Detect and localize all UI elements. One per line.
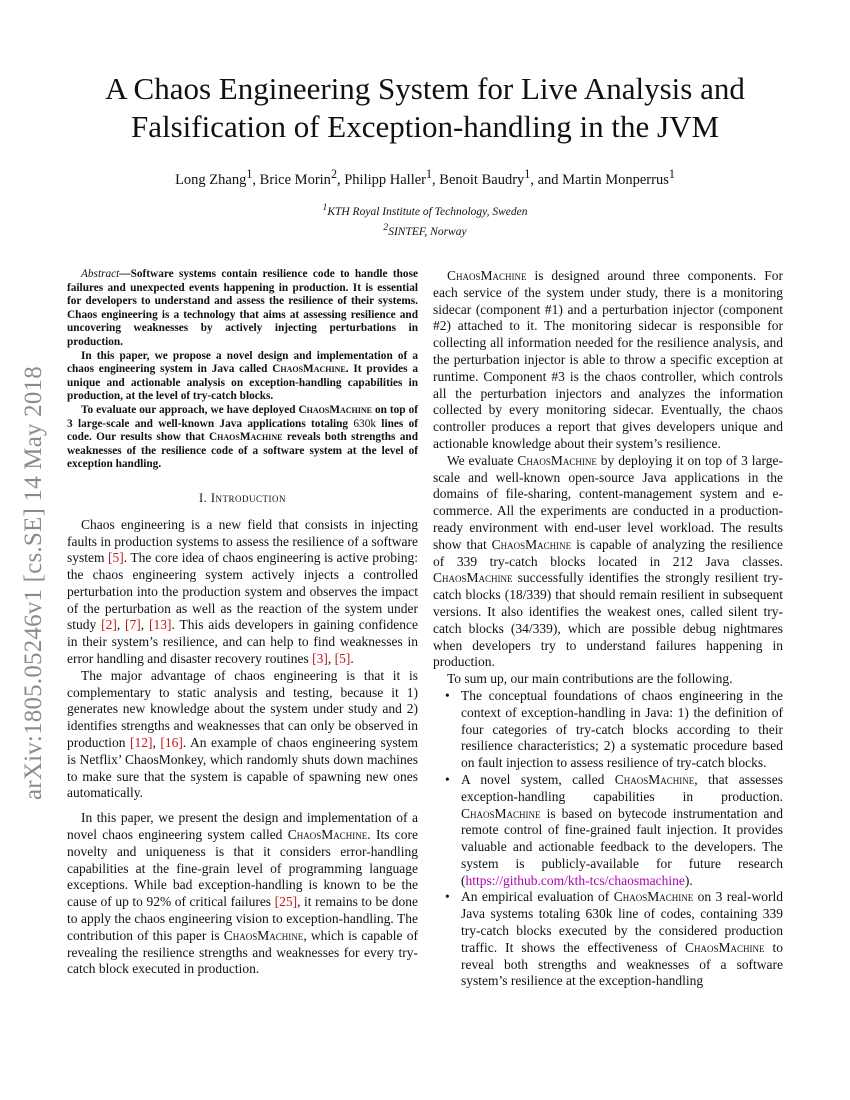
abstract-text: Software systems contain resilience code to handle those failures and unexpected events happening in production. It is essential for developers to understand and assess the resilience of their systems. Chaos engineering is a technology that aims at assessing resilience and uncovering weaknesses by actively injecting perturbations in production.: [67, 268, 418, 348]
citation-link[interactable]: [16]: [160, 735, 183, 751]
citation-link[interactable]: [7]: [125, 617, 141, 633]
body-paragraph: The major advantage of chaos engineering is that it is complementary to static analysis and testing, because it 1) generates new knowledge about the system under study and 2) identifies strengths and weaknesses that can only be observed in production [12], [16]. An example of chaos engineering system is Netflix’ ChaosMonkey, which randomly shuts down machines to make sure that the system is capable of spawning new ones automatically.: [67, 667, 418, 801]
section-number: I.: [198, 490, 208, 505]
bullet-icon: •: [445, 687, 450, 703]
author-sup: 1: [668, 167, 675, 181]
affiliation-text: KTH Royal Institute of Technology, Sweden: [327, 205, 528, 218]
author-name: Long Zhang: [175, 171, 247, 188]
system-name: ChaosMachine: [287, 827, 368, 843]
system-name: ChaosMachine: [461, 805, 541, 821]
section-heading: [67, 490, 418, 507]
affiliation-sup: 2: [383, 221, 389, 233]
author-sup: 2: [330, 167, 337, 181]
body-paragraph: Chaos engineering is a new field that consists in injecting faults in production systems to assess the resilience of a software system [5]. The core idea of chaos engineering is active probing: the chaos engineering system actively injects a controlled perturbation into the production system and observes the impact of the perturbation as well as the reaction of the system under study [2], [7], [13]. This aids developers in gaining confidence in their system’s resilience, and can help to find weaknesses in error handling and disaster recovery routines [3], [5].: [67, 516, 419, 667]
affiliation: [40, 220, 810, 240]
system-name: ChaosMachine: [433, 570, 513, 586]
affiliations: [40, 200, 810, 240]
citation-link[interactable]: [25]: [274, 894, 298, 910]
system-name: ChaosMachine: [298, 403, 372, 416]
body-paragraph: ChaosMachine is designed around three components. For each service of the system under study, there is a monitoring sidecar (component #1) and a perturbation injector (component #2) attached to it. The monitoring sidecar is responsible for collecting all information needed for the resilience analysis, and the perturbation injector is able to throw a specific exception at runtime. Component #3 is the chaos controller, which controls all the perturbation injectors and analyzes the information collected by every monitoring sidecar. Eventually, the chaos controller produces a report that gives developers unique and actionable knowledge about their system’s resilience.: [433, 268, 783, 451]
author-sup: 1: [246, 167, 253, 181]
citation-link[interactable]: [2]: [101, 617, 117, 633]
paper-title: A Chaos Engineering System for Live Analysis and Falsification of Exception-handling in the JVM: [105, 71, 745, 144]
list-item: • An empirical evaluation of ChaosMachine on 3 real-world Java systems totaling 630k line of codes, containing 339 try-catch blocks executed by the considered production traffic. It shows the effectiveness of ChaosMachine to reveal both strengths and weaknesses of a software system’s resilience at the exception-handling: [445, 889, 783, 989]
system-name: ChaosMachine: [684, 939, 765, 955]
abstract-text: on top of 3 large-scale and well-known Java applications totaling: [67, 403, 418, 430]
abstract-text: To evaluate our approach, we have deployed: [81, 403, 299, 416]
abstract-text: lines of code. Our results show that: [67, 417, 418, 444]
system-name: ChaosMachine: [614, 771, 695, 787]
author-name: Philipp Haller: [344, 171, 426, 188]
system-name: ChaosMachine: [223, 927, 304, 943]
citation-link[interactable]: [5]: [334, 651, 351, 667]
system-name: ChaosMachine: [272, 363, 346, 376]
fraction: (34/339): [510, 620, 558, 636]
abstract-paragraph: Abstract—Software systems contain resilience code to handle those failures and unexpected events happening in production. It is essential for developers to understand and assess the resilience of their systems. Chaos engineering is a technology that aims at assessing resilience and uncovering weaknesses by actively injecting perturbations in production.: [67, 268, 418, 348]
system-name: ChaosMachine: [447, 268, 527, 283]
fraction: (18/339): [504, 587, 552, 603]
abstract-label: Abstract: [81, 268, 120, 280]
affiliation: [40, 200, 810, 220]
author-sup: 1: [426, 167, 433, 181]
section-title: Introduction: [210, 490, 287, 505]
body-paragraph: To sum up, our main contributions are the following.: [447, 671, 733, 687]
author-name: Benoit Baudry: [439, 171, 525, 188]
abstract-paragraph: [67, 404, 418, 472]
abstract-text: reveals both strengths and weaknesses of the resilience code of a software system at the level of exception handling.: [67, 431, 418, 471]
body-paragraph: We evaluate ChaosMachine by deploying it on top of 3 large-scale and well-known open-source Java applications in the domains of file-sharing, content-management system and e-commerce. All the experiments are conducted in a production-ready environment with end-user level workload. The results show that ChaosMachine is capable of analyzing the resilience of 339 try-catch blocks located in 212 Java classes. ChaosMachine successfully identifies the strongly resilient try-catch blocks (18/339) that should remain resilient in subsequent versions. It also identifies the weakest ones, called silent try-catch blocks (34/339), which are possible debug nightmares when developers try to understand failures happening in production.: [433, 452, 783, 670]
affiliation-sup: 1: [322, 202, 328, 213]
bullet-icon: •: [445, 771, 450, 787]
loc-count: 630k: [353, 417, 376, 430]
author-sup: 1: [524, 167, 531, 181]
citation-link[interactable]: [13]: [149, 617, 172, 633]
bullet-icon: •: [445, 889, 450, 905]
right-column: [433, 268, 783, 990]
abstract-text: In this paper, we propose a novel design and implementation of a chaos engineering system in Java called: [67, 349, 418, 376]
list-item: • A novel system, called ChaosMachine, that assesses exception-handling capabilities in production. ChaosMachine is based on bytecode instrumentation and remote control of fine-grained fault injection. It provides valuable and actionable feedback to the developers. The system is publicly-available for future research (https://github.com/kth-tcs/chaosmachine).: [445, 771, 783, 888]
left-column: [67, 268, 418, 978]
repository-link[interactable]: https://github.com/kth-tcs/chaosmachine: [465, 872, 685, 888]
body-paragraph: In this paper, we present the design and implementation of a novel chaos engineering system called ChaosMachine. Its core novelty and uniqueness is that it considers error-handling capabilities at the fine-grain level of programming language exceptions. While bad exception-handling is known to be the cause of up to 92% of critical failures [25], it remains to be done to apply the chaos engineering vision to exception-handling. The contribution of this paper is ChaosMachine, which is capable of revealing the resilience strengths and weaknesses for every try-catch block executed in production.: [67, 810, 418, 977]
author-list: Long Zhang$^1$, Brice Morin$^2$, Philipp Haller$^1$, Benoit Baudry$^1$, and Martin Monperrus$^1$: [175, 167, 675, 188]
list-item: • The conceptual foundations of chaos engineering in the context of exception-handling in Java: 1) the definition of four categories of try-catch blocks according to their resilience characteristics; 2) a systematic procedure based on fault injection to assess resilience of try-catch blocks.: [445, 687, 783, 771]
system-name: ChaosMachine: [209, 431, 283, 444]
loc-count: 630k: [585, 906, 613, 922]
paragraph-spacer: [67, 802, 418, 810]
citation-link[interactable]: [12]: [130, 735, 153, 751]
abstract-text: . It provides a unique and actionable analysis on exception-handling capabilities in production, at the level of try-catch blocks.: [67, 363, 419, 403]
contributions-list: [433, 688, 783, 990]
system-name: ChaosMachine: [491, 536, 572, 552]
arxiv-identifier: arXiv:1805.05246v1 [cs.SE] 14 May 2018: [20, 366, 47, 800]
abstract-paragraph: [67, 350, 418, 404]
system-name: ChaosMachine: [517, 452, 597, 468]
affiliation-text: SINTEF, Norway: [388, 225, 467, 238]
system-name: ChaosMachine: [613, 889, 694, 905]
abstract: [67, 268, 418, 472]
citation-link[interactable]: [5]: [108, 550, 124, 566]
author-name: Brice Morin: [259, 171, 331, 188]
citation-link[interactable]: [3]: [312, 651, 328, 667]
author-name: Martin Monperrus: [562, 171, 669, 188]
